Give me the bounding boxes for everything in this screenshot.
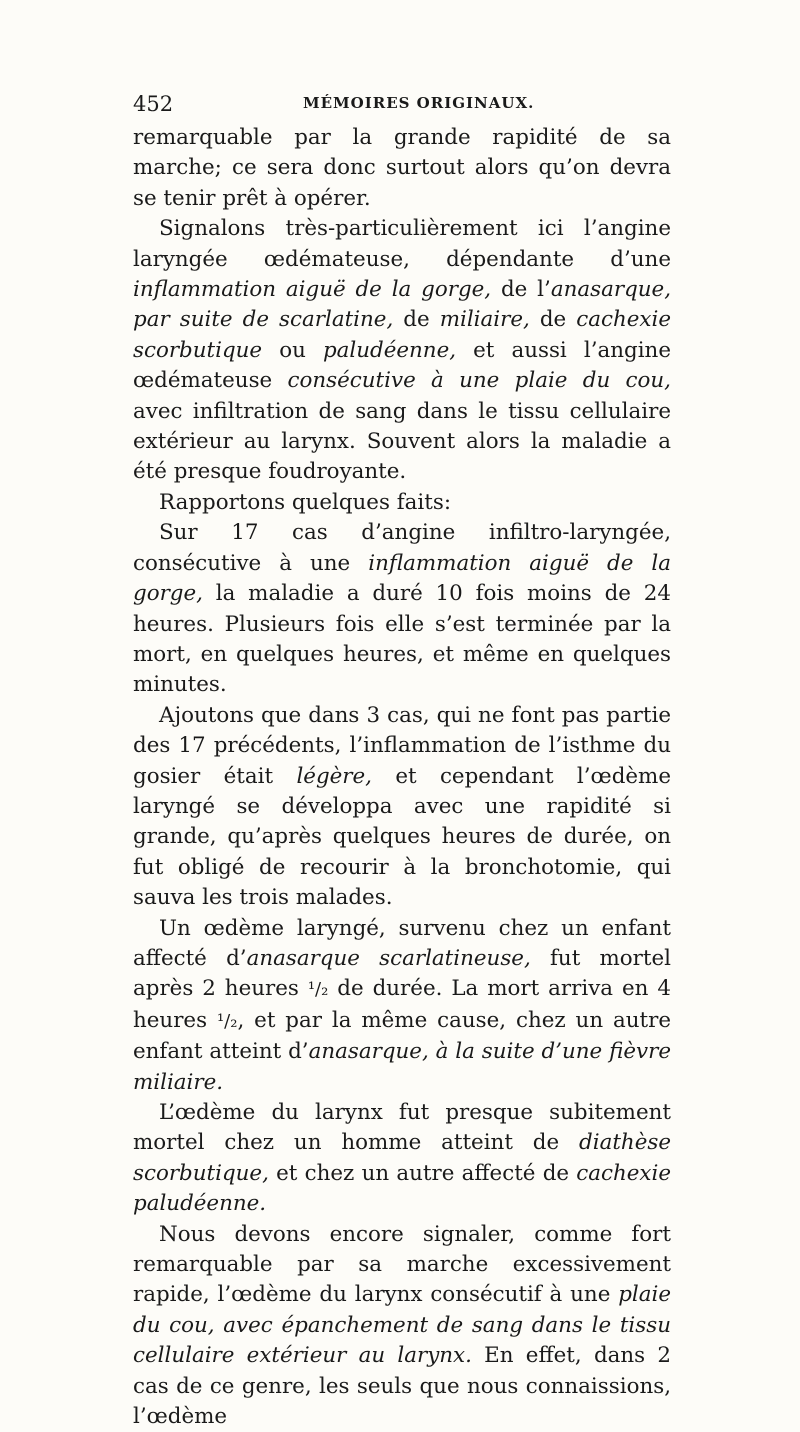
italic-text: inflammation aiguë de la gorge,	[133, 277, 492, 303]
paragraph	[133, 518, 671, 700]
italic-text: anasarque, par suite de scarlatine,	[133, 277, 671, 333]
page-number: 452	[133, 92, 174, 116]
paragraph	[133, 701, 671, 914]
paragraph	[133, 1220, 671, 1432]
italic-text: consécutive à une plaie du cou,	[287, 368, 671, 394]
text-run: la maladie a duré 10 fois moins de 24 heures. Plusieurs fois elle s’est terminée par la mort, en quelques heures, et même en quelques minutes.	[133, 581, 671, 698]
italic-text: plaie du cou, avec épanchement de sang dans le tissu cellulaire extérieur au larynx.	[133, 1282, 671, 1369]
text-run: de	[393, 307, 440, 333]
italic-text: anasarque scarlatineuse,	[246, 945, 531, 971]
running-head: MÉMOIRES ORIGINAUX.	[303, 94, 535, 112]
body-text	[133, 123, 671, 1432]
italic-text: cachexie scorbutique	[133, 307, 671, 363]
text-run: de l’	[491, 277, 551, 303]
paragraph	[133, 123, 671, 214]
text-run: de	[529, 307, 577, 333]
text-run: Un œdème laryngé, survenu chez un enfant affecté d’	[133, 915, 671, 971]
text-run: et chez un autre affecté de	[268, 1160, 577, 1186]
italic-text: miliaire,	[439, 307, 530, 333]
paragraph	[133, 1098, 671, 1220]
text-run: de durée. La mort arriva en 4 heures	[133, 976, 671, 1033]
italic-text: diathèse scorbutique,	[133, 1130, 671, 1186]
text-run: Ajoutons que dans 3 cas, qui ne font pas partie des 17 précédents, l’inflammation de l’isthme du gosier était	[133, 702, 671, 789]
paragraph	[133, 214, 671, 488]
text-run: et aussi l’angine œdémateuse	[133, 337, 671, 394]
text-run: Rapportons quelques faits:	[159, 489, 452, 515]
italic-text: légère,	[296, 763, 372, 789]
text-run: , et par la même cause, chez un autre enfant atteint d’	[133, 1007, 671, 1065]
paragraph	[133, 914, 671, 1098]
text-run: fut mortel après 2 heures	[133, 945, 672, 1002]
text-run: ou	[262, 337, 323, 363]
text-run: Sur 17 cas d’angine infiltro-laryngée, consécutive à une	[133, 520, 671, 576]
text-run: Nous devons encore signaler, comme fort remarquable par sa marche excessivement rapide, l’œdème du larynx consécutif à une	[133, 1221, 671, 1308]
text-run: Signalons très-particulièrement ici l’angine laryngée œdémateuse, dépendante d’une	[133, 216, 671, 272]
italic-text: inflammation aiguë de la gorge,	[133, 550, 671, 607]
paragraph	[133, 488, 671, 518]
fraction-text: ¹/₂	[307, 979, 329, 1001]
text-run: remarquable par la grande rapidité de sa marche; ce sera donc surtout alors qu’on devra se tenir prêt à opérer.	[133, 125, 671, 211]
page-header	[133, 92, 673, 122]
text-run: En effet, dans 2 cas de ce genre, les seuls que nous connaissions, l’œdème	[133, 1343, 671, 1430]
text-run: avec infiltration de sang dans le tissu cellulaire extérieur au larynx. Souvent alors la maladie a été presque foudroyante.	[133, 398, 671, 485]
italic-text: paludéenne,	[322, 337, 457, 363]
text-run: L’œdème du larynx fut presque subitement mortel chez un homme atteint de	[133, 1100, 671, 1156]
italic-text: anasarque, à la suite d’une fièvre miliaire.	[133, 1039, 671, 1095]
fraction-text: ¹/₂	[216, 1010, 238, 1032]
text-run: et cependant l’œdème laryngé se développa avec une rapidité si grande, qu’après quelques heures de durée, on fut obligé de recourir à la bronchotomie, qui sauva les trois malades.	[133, 763, 671, 911]
italic-text: cachexie paludéenne.	[133, 1160, 671, 1217]
